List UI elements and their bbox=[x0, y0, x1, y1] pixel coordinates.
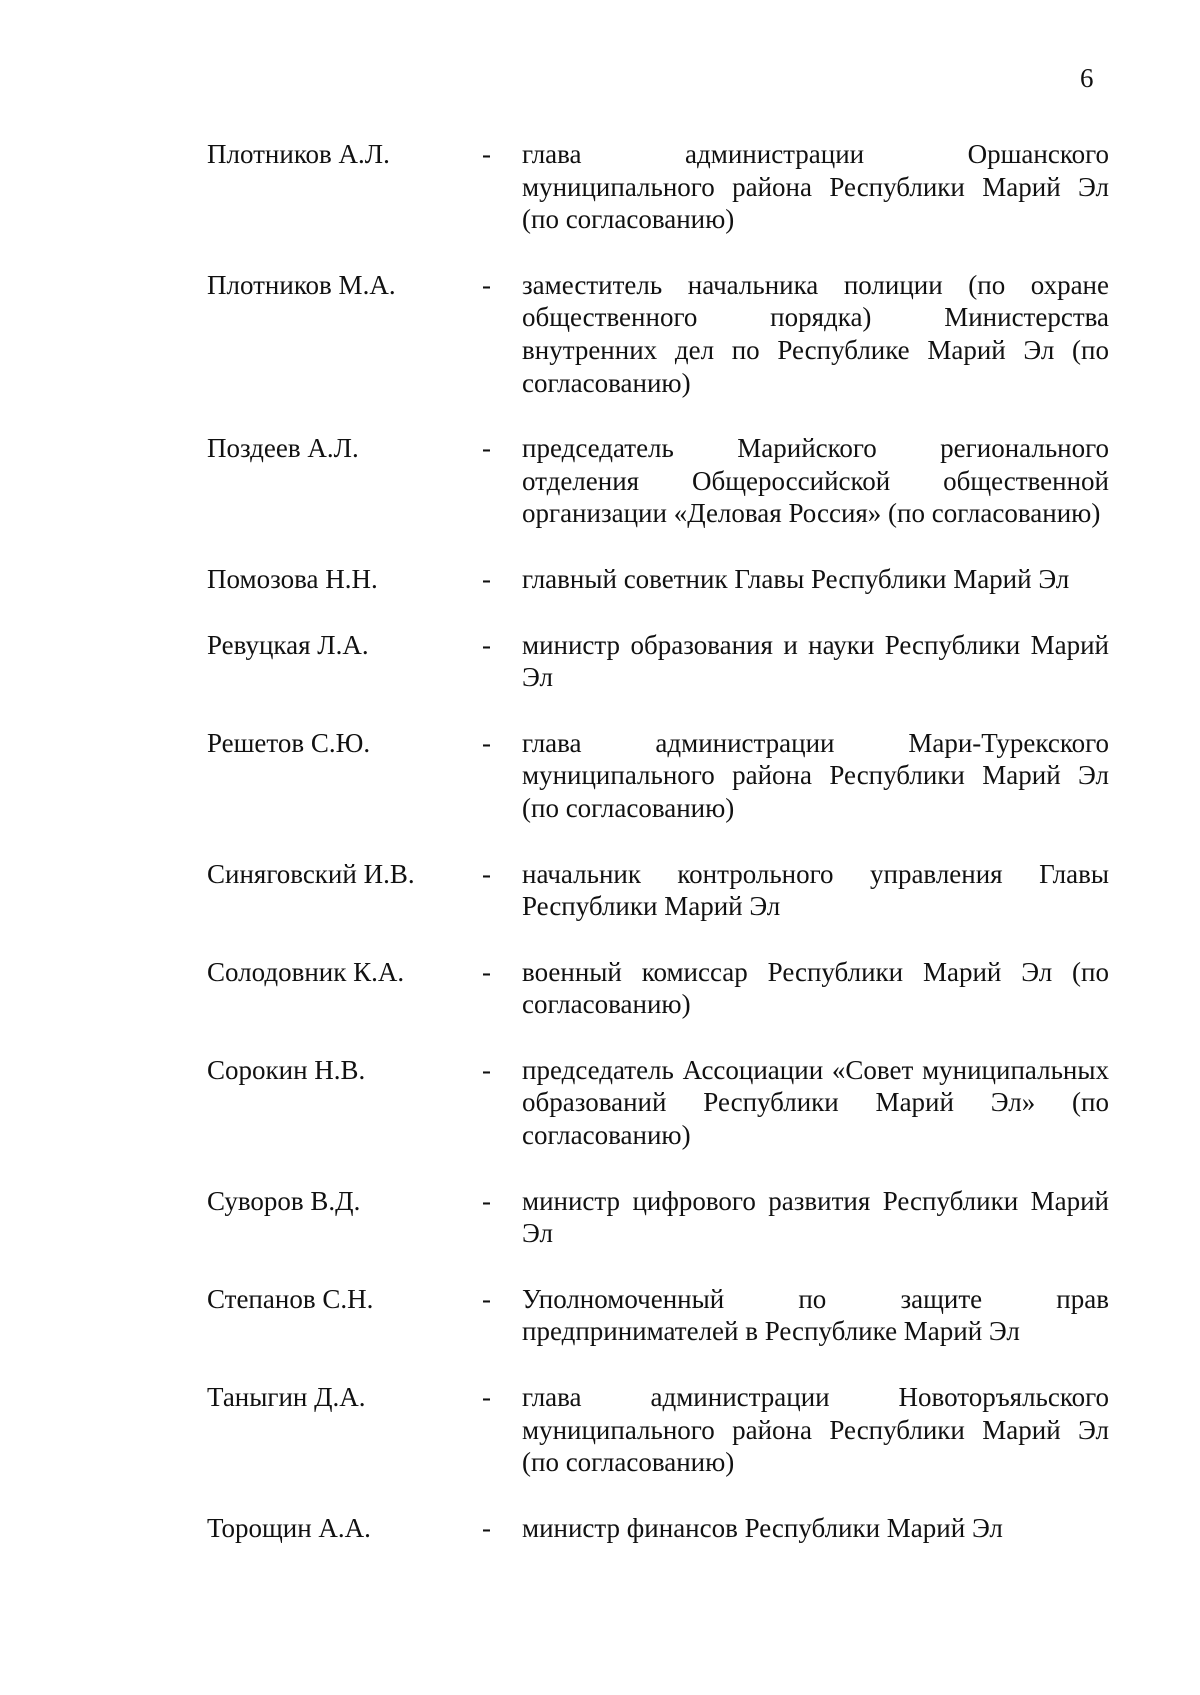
member-name: Солодовник К.А. bbox=[207, 956, 405, 987]
member-name: Поздеев А.Л. bbox=[207, 433, 359, 464]
member-role: министр цифрового развития Республики Марий Эл bbox=[522, 1185, 1109, 1249]
separator-dash: - bbox=[482, 727, 491, 758]
separator-dash: - bbox=[482, 956, 491, 987]
member-entry bbox=[207, 1054, 1107, 1152]
member-role: военный комиссар Республики Марий Эл (по согласованию) bbox=[522, 956, 1109, 1020]
member-entry bbox=[207, 1185, 1107, 1250]
member-role: глава администрации Мари-Турекского муниципального района Республики Марий Эл (по согласованию) bbox=[522, 727, 1109, 823]
member-name: Суворов В.Д. bbox=[207, 1185, 361, 1216]
member-role: Уполномоченный по защите прав предпринимателей в Республике Марий Эл bbox=[522, 1283, 1109, 1347]
member-role: председатель Марийского регионального отделения Общероссийской общественной организации «Деловая Россия» (по согласованию) bbox=[522, 433, 1109, 529]
member-role: председатель Ассоциации «Совет муниципальных образований Республики Марий Эл» (по согласованию) bbox=[522, 1054, 1109, 1151]
member-entry bbox=[207, 956, 1107, 1021]
member-role: начальник контрольного управления Главы Республики Марий Эл bbox=[522, 858, 1109, 922]
member-name: Помозова Н.Н. bbox=[207, 563, 378, 594]
member-entry bbox=[207, 563, 1107, 596]
member-entry bbox=[207, 138, 1107, 236]
member-name: Плотников М.А. bbox=[207, 269, 396, 300]
page-number: 6 bbox=[1080, 63, 1094, 93]
member-role: министр финансов Республики Марий Эл bbox=[522, 1512, 1003, 1543]
member-role: глава администрации Оршанского муниципального района Республики Марий Эл (по согласованию) bbox=[522, 139, 1109, 235]
member-name: Синяговский И.В. bbox=[207, 858, 415, 889]
member-name: Решетов С.Ю. bbox=[207, 727, 371, 758]
member-entry bbox=[207, 1283, 1107, 1348]
separator-dash: - bbox=[482, 563, 491, 594]
member-entry bbox=[207, 1512, 1107, 1545]
member-role: главный советник Главы Республики Марий Эл bbox=[522, 563, 1070, 594]
member-entry bbox=[207, 727, 1107, 825]
member-name: Степанов С.Н. bbox=[207, 1283, 374, 1314]
separator-dash: - bbox=[482, 1512, 491, 1543]
members-list bbox=[207, 138, 1107, 1544]
member-name: Ревуцкая Л.А. bbox=[207, 629, 369, 660]
member-entry bbox=[207, 1381, 1107, 1479]
separator-dash: - bbox=[482, 1054, 491, 1085]
member-role: заместитель начальника полиции (по охране общественного порядка) Министерства внутренних дел по Республике Марий Эл (по согласованию) bbox=[522, 269, 1109, 398]
member-name: Торощин А.А. bbox=[207, 1512, 371, 1543]
separator-dash: - bbox=[482, 433, 491, 464]
separator-dash: - bbox=[482, 139, 491, 169]
separator-dash: - bbox=[482, 1382, 491, 1413]
separator-dash: - bbox=[482, 1185, 491, 1216]
member-entry bbox=[207, 858, 1107, 923]
member-name: Плотников А.Л. bbox=[207, 139, 390, 169]
separator-dash: - bbox=[482, 858, 491, 889]
member-entry bbox=[207, 269, 1107, 399]
member-entry bbox=[207, 432, 1107, 530]
separator-dash: - bbox=[482, 629, 491, 660]
separator-dash: - bbox=[482, 269, 491, 300]
member-entry bbox=[207, 629, 1107, 694]
member-name: Сорокин Н.В. bbox=[207, 1054, 366, 1085]
member-role: глава администрации Новоторъяльского муниципального района Республики Марий Эл (по согласованию) bbox=[522, 1382, 1109, 1478]
member-role: министр образования и науки Республики Марий Эл bbox=[522, 629, 1109, 693]
member-name: Таныгин Д.А. bbox=[207, 1382, 366, 1413]
separator-dash: - bbox=[482, 1283, 491, 1314]
